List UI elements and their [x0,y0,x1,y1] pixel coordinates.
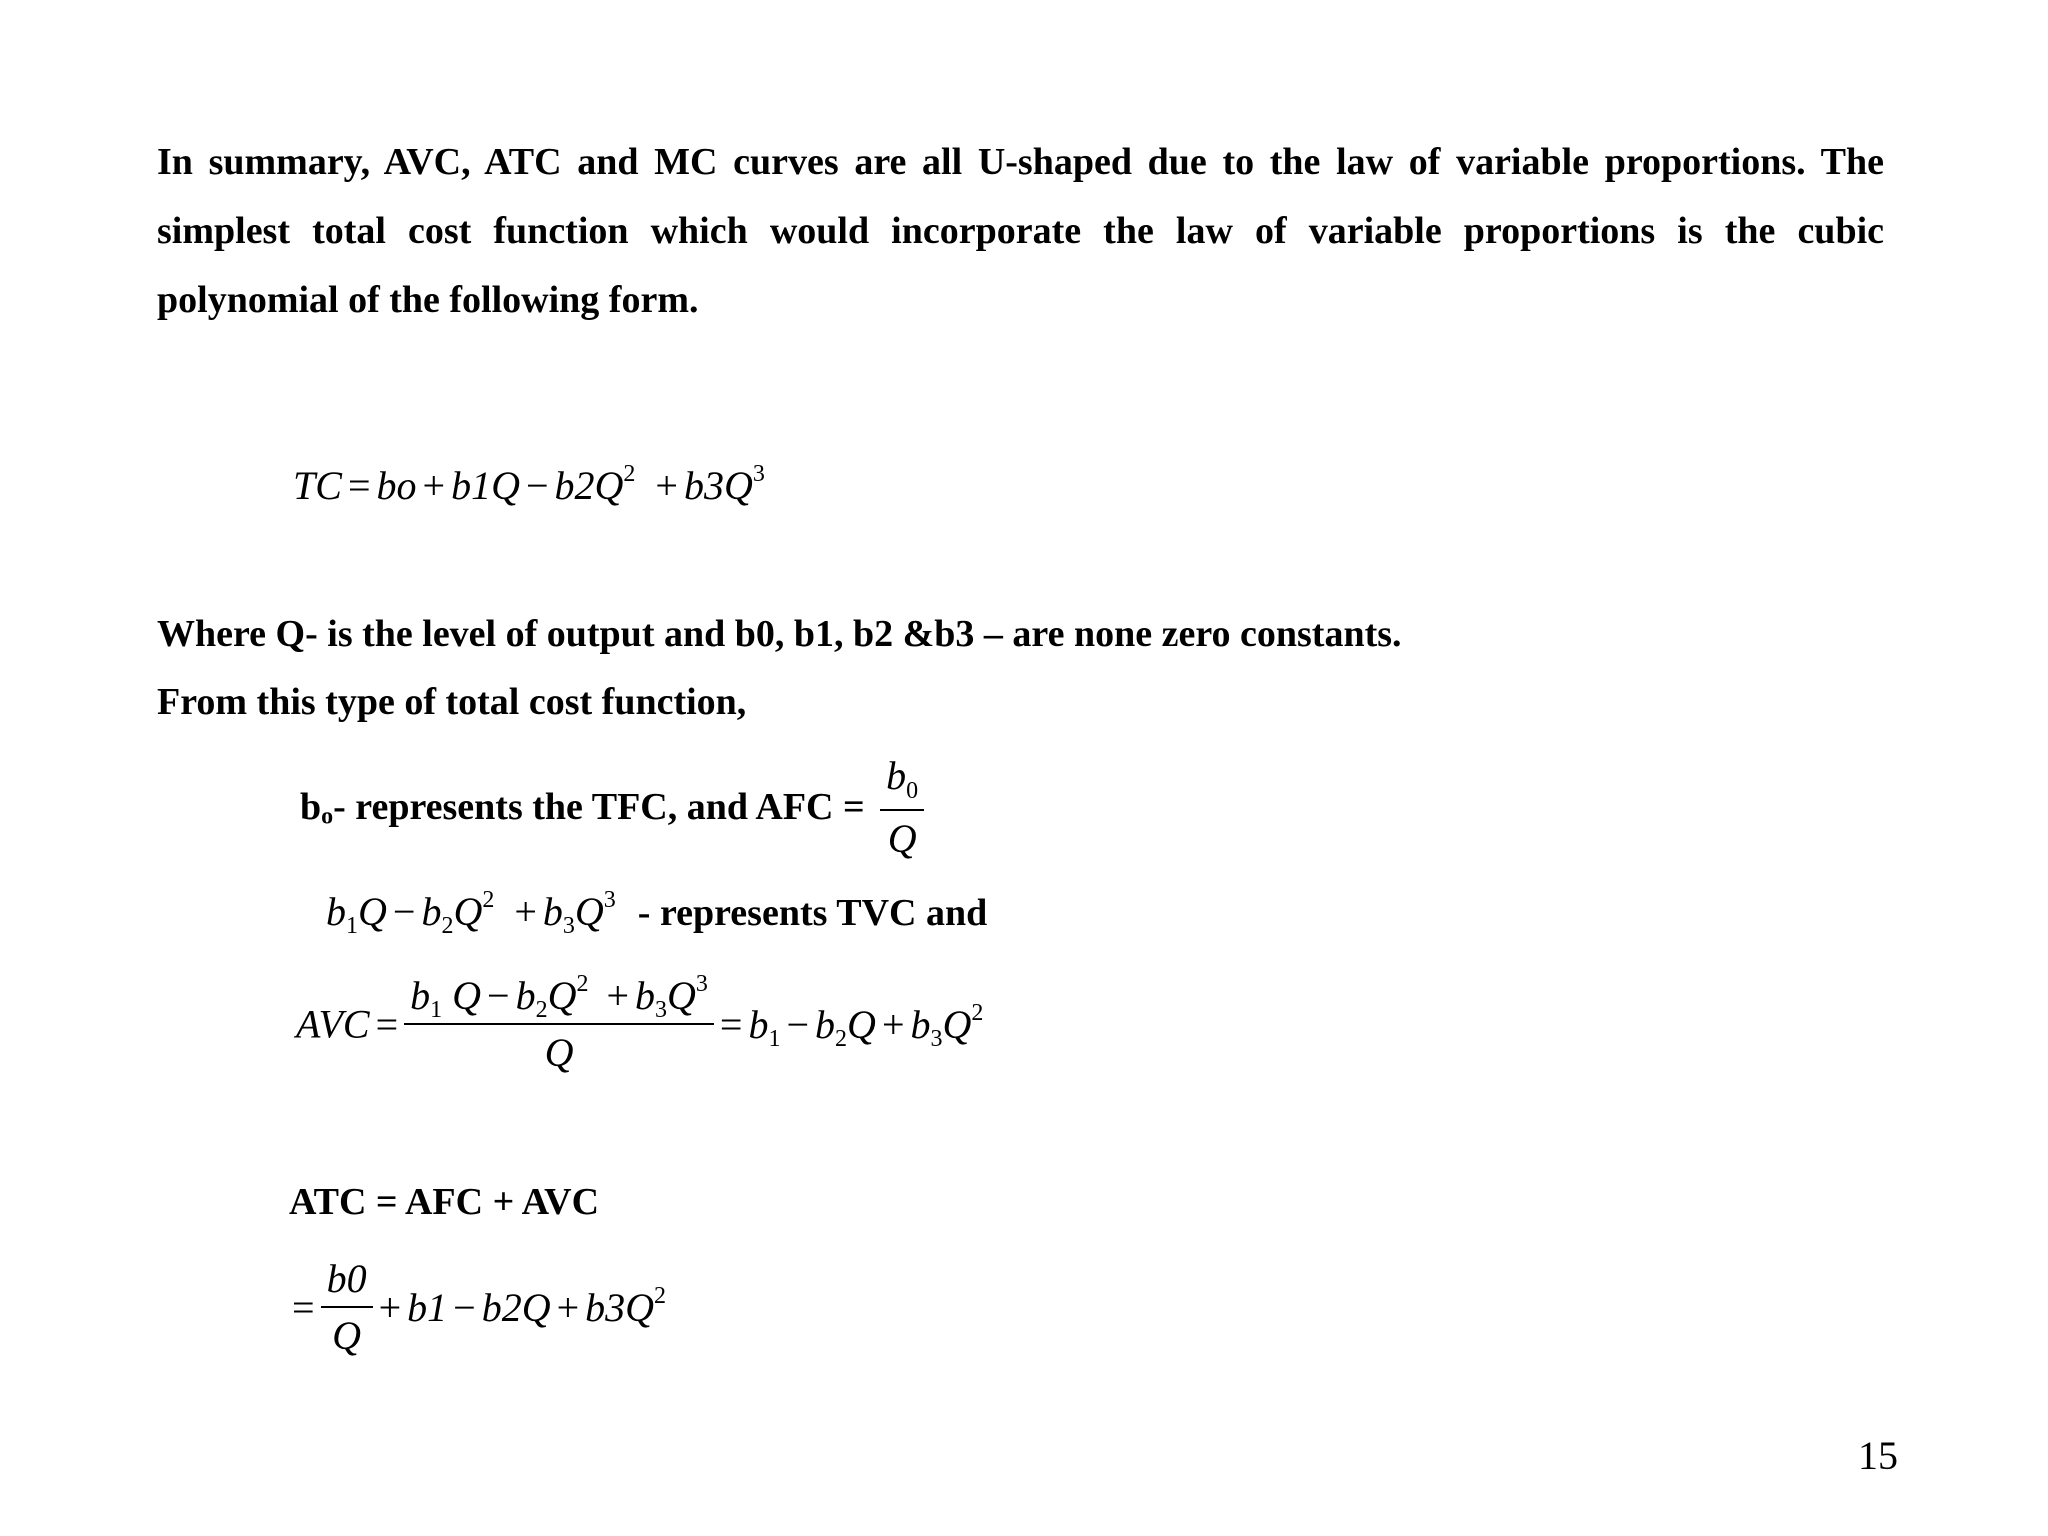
atc-fraction [321,1255,373,1359]
tc-equation [293,462,765,509]
tvc-sub-2: 2 [441,913,454,939]
avc-equation [296,972,983,1076]
avc-r-q3: Q [942,1001,972,1047]
tvc-line [326,887,988,939]
avc-r-sub-3: 3 [930,1025,943,1052]
tvc-sub-1: 1 [346,913,358,939]
avc-num-sub-3: 3 [655,997,668,1023]
atc-term-2: b2Q [481,1284,551,1330]
tc-term-2: b2Q [554,463,624,508]
tvc-q3: Q [574,889,604,934]
tc-plus-1: + [422,463,446,508]
avc-lhs: AVC [296,1001,370,1047]
atc-term-3: b3Q [585,1284,655,1330]
tvc-q1: Q [358,889,387,934]
avc-num-minus: − [487,973,510,1018]
tc-minus: − [525,463,549,508]
tvc-b1: b [326,889,346,934]
afc-description: - represents the TFC, and AFC = [333,786,865,828]
atc-term-3-exponent: 2 [654,1282,667,1309]
avc-r-plus: + [881,1001,905,1047]
afc-denominator: Q [887,816,917,861]
tc-term-3: b3Q [683,463,753,508]
avc-r-sub-2: 2 [835,1025,848,1052]
atc-equals: = [292,1284,315,1330]
tc-term-3-exponent: 3 [752,461,765,487]
avc-num-b2: b [515,973,536,1018]
atc-numerator: b0 [326,1256,367,1301]
intro-paragraph: In summary, AVC, ATC and MC curves are all U-shaped due to the law of variable proportions. The simplest total cost function which would incorporate the law of variable proportions is the cubic polynomial of the following form. [157,141,1884,321]
tc-term-1: b1Q [451,463,520,508]
avc-num-b3: b [635,973,656,1018]
from-text: From this type of total cost function, [157,681,747,723]
atc-line: ATC = AFC + AVC [289,1181,600,1223]
avc-num-b1: b [410,973,431,1018]
avc-num-sub-1: 1 [430,997,443,1023]
afc-b: b [300,786,322,828]
avc-equals-2: = [719,1001,743,1047]
avc-num-q3: Q [667,973,696,1018]
tvc-sub-3: 3 [562,913,575,939]
avc-num-exp-2: 2 [576,971,589,997]
avc-r-exp: 2 [971,999,984,1026]
afc-numerator-subscript: 0 [906,778,919,804]
avc-num-q1: Q [452,973,482,1018]
tvc-b3: b [542,889,563,934]
avc-denominator: Q [544,1030,574,1075]
tvc-plus: + [514,889,537,934]
afc-line [300,752,924,862]
avc-r-b1: b [748,1001,769,1047]
tvc-minus: − [392,889,416,934]
atc-equation [292,1255,666,1359]
avc-r-b3: b [910,1001,931,1047]
avc-num-exp-3: 3 [695,971,708,997]
where-text: Where Q- is the level of output and b0, b1, b2 &b3 – are none zero constants. [157,613,1402,655]
avc-r-b2: b [815,1001,836,1047]
tvc-b2: b [421,889,442,934]
atc-minus: − [453,1284,476,1330]
afc-numerator: b [886,753,907,798]
atc-plus-2: + [556,1284,580,1330]
atc-plus-1: + [378,1284,402,1330]
tvc-exp-2: 2 [482,887,495,913]
avc-equals: = [375,1001,399,1047]
tvc-exp-3: 3 [603,887,616,913]
avc-num-sub-2: 2 [535,997,548,1023]
avc-r-q2: Q [847,1001,876,1047]
afc-fraction [880,752,924,862]
tvc-description: - represents TVC and [637,892,988,934]
avc-num-plus: + [606,973,630,1018]
page-number: 15 [1858,1433,1898,1478]
tc-plus-2: + [655,463,678,508]
avc-r-sub-1: 1 [768,1025,781,1052]
tvc-q2: Q [453,889,483,934]
tc-equals: = [347,463,371,508]
tc-lhs: TC [293,463,342,508]
avc-num-q2: Q [547,973,577,1018]
atc-term-1: b1 [407,1284,448,1330]
atc-denominator: Q [332,1313,361,1358]
tc-term-0: bo [376,463,417,508]
avc-r-minus: − [786,1001,810,1047]
avc-fraction [404,972,714,1076]
afc-b-subscript: o [321,803,334,830]
tc-term-2-exponent: 2 [623,461,636,487]
